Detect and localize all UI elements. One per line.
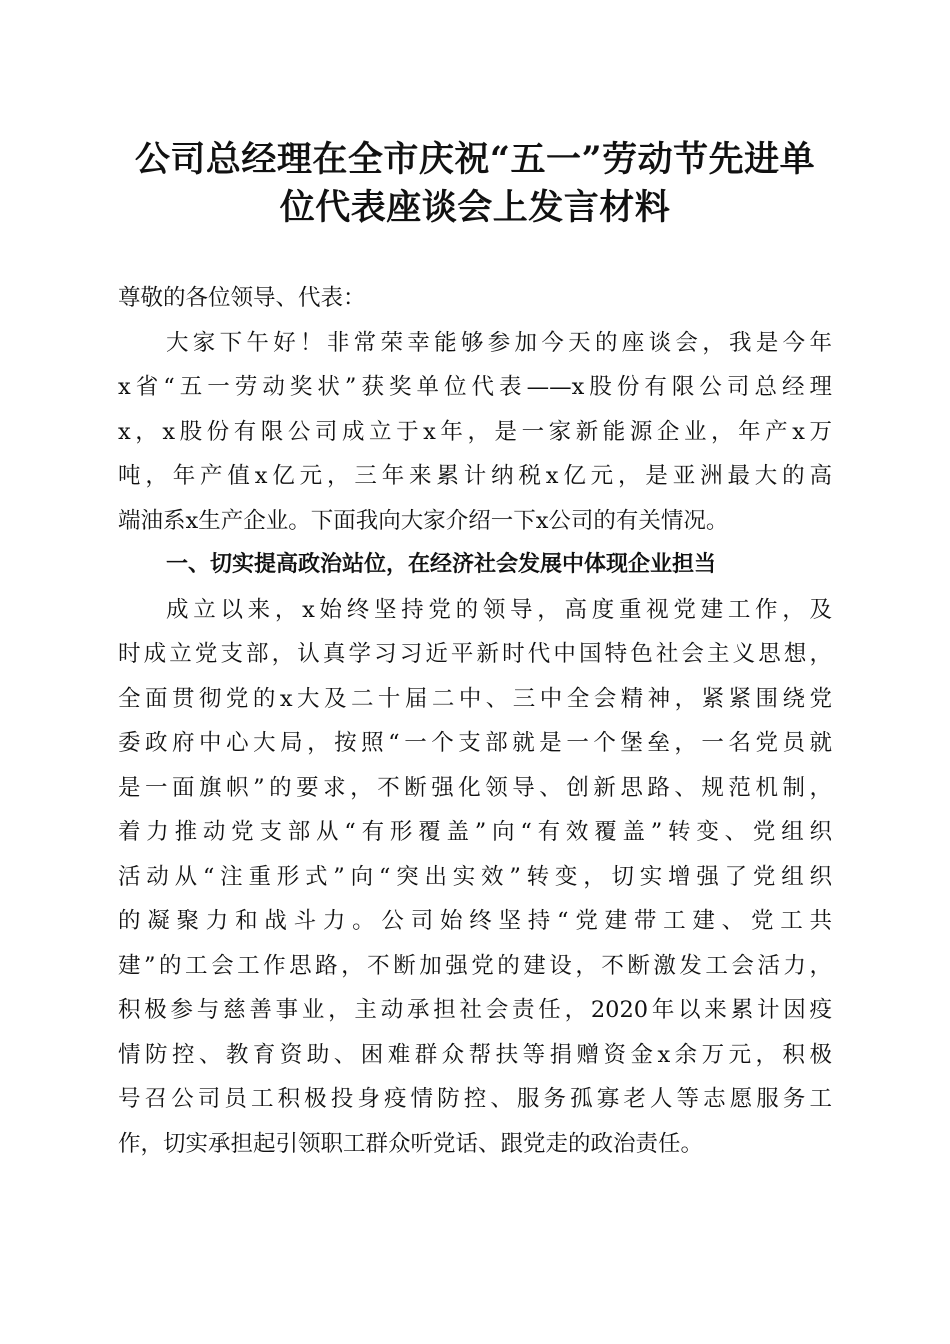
document-title (110, 136, 840, 232)
paragraph-line: 积极参与慈善事业，主动承担社会责任，2020年以来累计因疫 (118, 997, 832, 1023)
paragraph-line: 时成立党支部，认真学习习近平新时代中国特色社会主义思想， (118, 641, 832, 667)
paragraph-line: 成立以来，x始终坚持党的领导，高度重视党建工作，及 (166, 596, 832, 623)
intro-paragraph (118, 321, 832, 544)
paragraph-line: 大家下午好！非常荣幸能够参加今天的座谈会，我是今年 (166, 329, 832, 356)
document-body (118, 276, 832, 1166)
paragraph-line: 的凝聚力和战斗力。公司始终坚持“党建带工建、党工共 (118, 908, 832, 934)
paragraph-line: 号召公司员工积极投身疫情防控、服务孤寡老人等志愿服务工 (118, 1086, 832, 1112)
paragraph-line: 端油系x生产企业。下面我向大家介绍一下x公司的有关情况。 (118, 507, 729, 534)
paragraph-line: 是一面旗帜”的要求，不断强化领导、创新思路、规范机制， (118, 774, 832, 801)
title-line: 位代表座谈会上发言材料 (279, 187, 671, 228)
paragraph-line: 情防控、教育资助、困难群众帮扶等捐赠资金x余万元，积极 (118, 1041, 832, 1068)
paragraph-line: 建”的工会工作思路，不断加强党的建设，不断激发工会活力， (118, 952, 832, 979)
paragraph-line: x，x股份有限公司成立于x年，是一家新能源企业，年产x万 (118, 418, 832, 445)
paragraph-line: 委政府中心大局，按照“一个支部就是一个堡垒，一名党员就 (118, 730, 832, 756)
paragraph-line: 着力推动党支部从“有形覆盖”向“有效覆盖”转变、党组织 (118, 819, 832, 845)
paragraph-line: 活动从“注重形式”向“突出实效”转变，切实增强了党组织 (118, 863, 832, 890)
paragraph-line: 全面贯彻党的x大及二十届二中、三中全会精神，紧紧围绕党 (118, 685, 832, 712)
paragraph-line: x省“五一劳动奖状”获奖单位代表——x股份有限公司总经理 (118, 374, 832, 400)
title-line: 公司总经理在全市庆祝“五一”劳动节先进单 (134, 139, 816, 180)
section-heading: 一、切实提高政治站位，在经济社会发展中体现企业担当 (166, 552, 717, 577)
paragraph-line: 作，切实承担起引领职工群众听党话、跟党走的政治责任。 (118, 1130, 704, 1157)
paragraph-line: 吨，年产值x亿元，三年来累计纳税x亿元，是亚洲最大的高 (118, 463, 832, 489)
salutation: 尊敬的各位领导、代表： (118, 285, 366, 311)
section-paragraph (118, 588, 832, 1167)
